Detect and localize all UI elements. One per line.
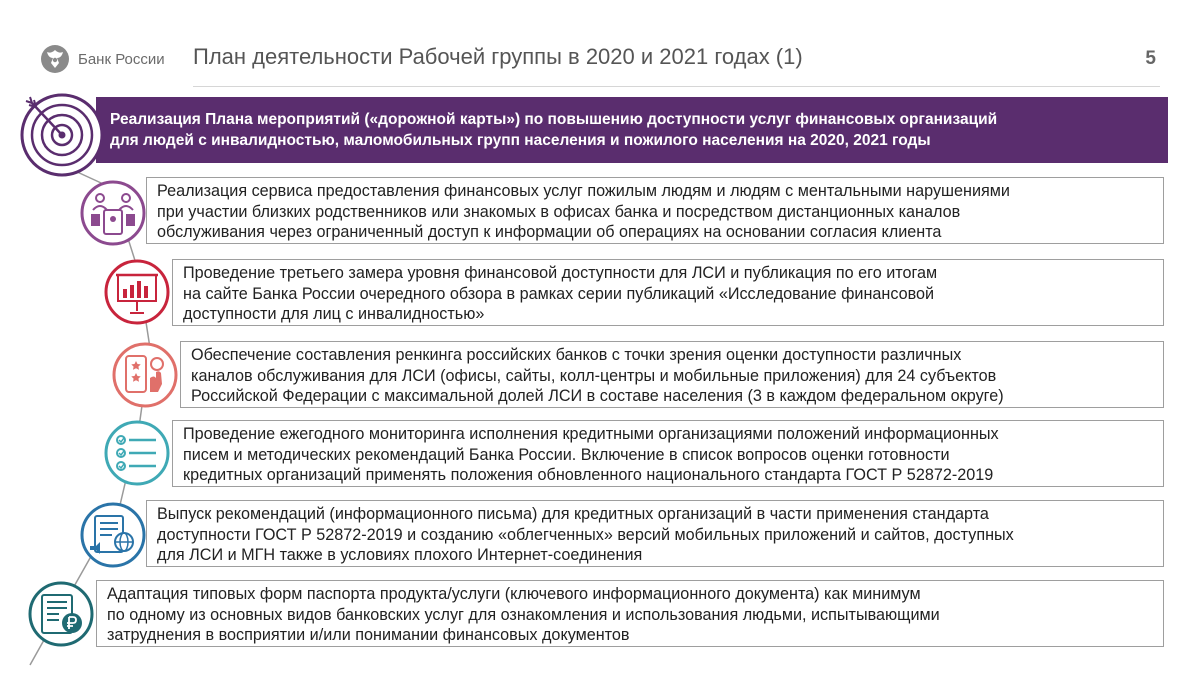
- double-eagle-logo-icon: [40, 44, 70, 74]
- item-line: доступности для лиц с инвалидностью»: [183, 305, 485, 323]
- roadmap-item: [146, 500, 1164, 567]
- item-line: Проведение ежегодного мониторинга исполнения кредитными организациями положений информационных: [183, 425, 999, 443]
- item-line: доступности ГОСТ Р 52872-2019 и созданию «облегченных» версий мобильных приложений и сайтов, доступных: [157, 525, 1014, 544]
- target-icon: [20, 93, 104, 177]
- slide-header: [0, 0, 1200, 88]
- item-line: каналов обслуживания для ЛСИ (офисы, сайты, колл-центры и мобильные приложения) для 24 субъектов: [191, 366, 997, 385]
- roadmap-item: [96, 580, 1164, 647]
- banner-line: Реализация Плана мероприятий («дорожной карты») по повышению доступности услуг финансовых организаций: [110, 111, 998, 128]
- banner-line: для людей с инвалидностью, маломобильных групп населения и пожилого населения на 2020, 2021 годы: [110, 132, 931, 149]
- presentation-chart-icon: [104, 259, 170, 325]
- item-line: по одному из основных видов банковских услуг для ознакомления и использования людьми, испытывающими: [107, 605, 940, 624]
- page-number: 5: [1145, 48, 1156, 69]
- page-title: План деятельности Рабочей группы в 2020 и 2021 годах (1): [193, 44, 803, 69]
- item-line: Обеспечение составления ренкинга российских банков с точки зрения оценки доступности различных: [191, 346, 962, 364]
- item-line: кредитных организаций применять положения обновленного национального стандарта ГОСТ Р 52872-2019: [183, 466, 994, 484]
- item-line: на сайте Банка России очередного обзора в рамках серии публикаций «Исследование финансовой: [183, 284, 935, 303]
- roadmap-item: [172, 259, 1164, 326]
- item-line: Адаптация типовых форм паспорта продукта/услуги (ключевого информационного документа) как минимум: [107, 585, 921, 603]
- item-line: обслуживания через ограниченный доступ к информации об операциях на основании согласия клиента: [157, 223, 942, 241]
- item-line: при участии близких родственников или знакомых в офисах банка и посредством дистанционных каналов: [157, 202, 961, 221]
- roadmap-item: [180, 341, 1164, 408]
- item-line: затруднения в восприятии и/или понимании финансовых документов: [107, 626, 630, 644]
- item-line: Реализация сервиса предоставления финансовых услуг пожилым людям и людям с ментальными нарушениями: [157, 182, 1010, 200]
- item-line: для ЛСИ и МГН также в условиях плохого Интернет-соединения: [157, 546, 643, 564]
- checklist-icon: [104, 420, 170, 486]
- logo-text: Банк России: [78, 50, 165, 68]
- header-divider: [193, 86, 1160, 87]
- item-line: Проведение третьего замера уровня финансовой доступности для ЛСИ и публикация по его итогам: [183, 264, 938, 282]
- roadmap-banner: [96, 97, 1168, 163]
- family-support-icon: [80, 180, 146, 246]
- roadmap-item: [146, 177, 1164, 244]
- item-line: Российской Федерации с максимальной долей ЛСИ в составе населения (3 в каждом федеральном округе): [191, 387, 1004, 405]
- rating-stars-icon: [112, 342, 178, 408]
- bank-logo: [40, 44, 165, 74]
- item-line: Выпуск рекомендаций (информационного письма) для кредитных организаций в части применения стандарта: [157, 505, 989, 523]
- roadmap-item: [172, 420, 1164, 487]
- web-document-icon: [80, 502, 146, 568]
- ruble-document-icon: [28, 581, 94, 647]
- item-line: писем и методических рекомендаций Банка России. Включение в список вопросов оценки готовности: [183, 445, 950, 464]
